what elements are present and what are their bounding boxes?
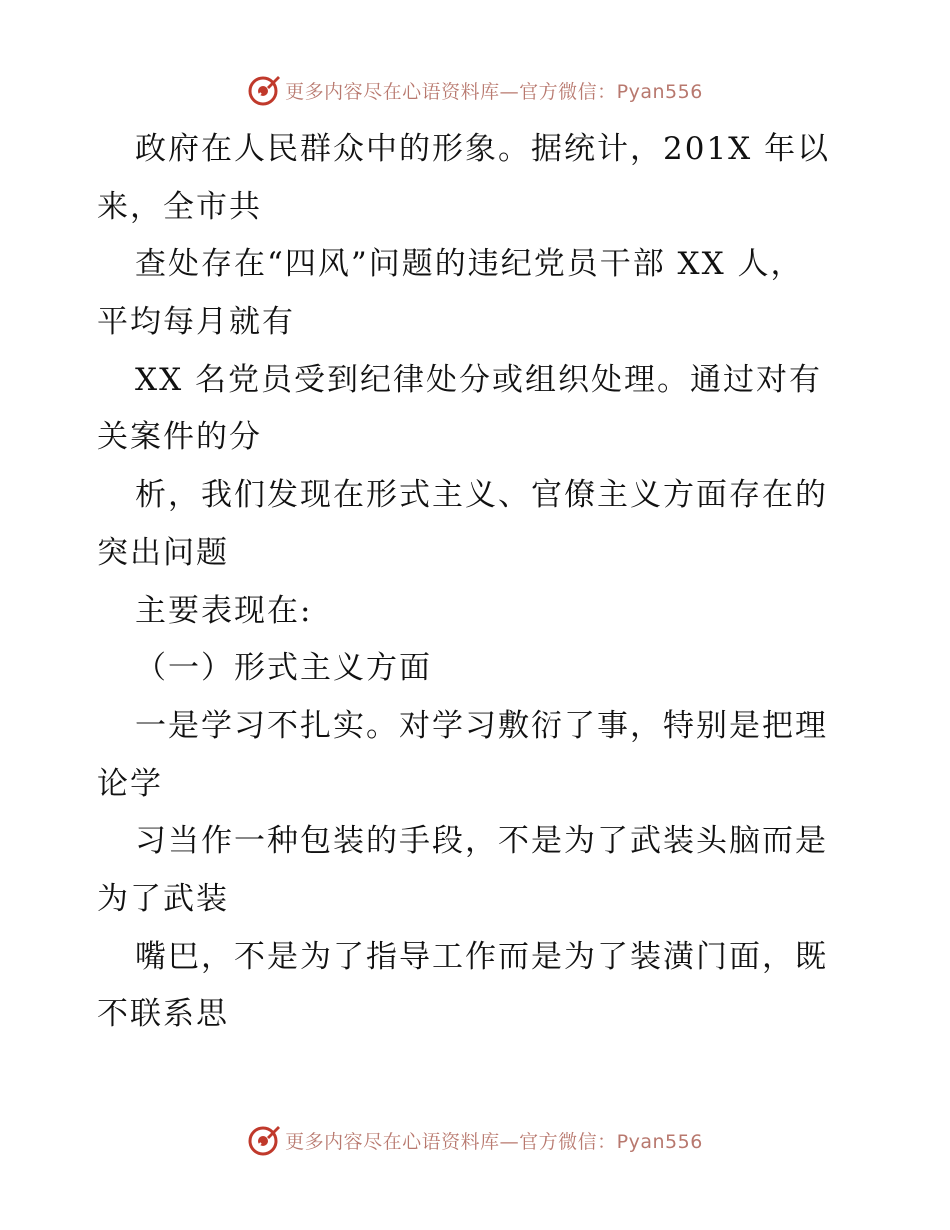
- footer-promo: [285, 1127, 703, 1154]
- body-line: 政府在人民群众中的形象。据统计，201X 年以: [135, 131, 831, 167]
- footer-promo-id: Pyan556: [616, 1130, 703, 1153]
- section-heading: （一）形式主义方面: [135, 650, 432, 687]
- footer-promo-text: 更多内容尽在心语资料库—官方微信：: [285, 1130, 617, 1153]
- body-line: 来，全市共: [97, 188, 262, 225]
- pen-nib-logo-icon: [247, 73, 281, 107]
- pen-nib-logo-icon: [247, 1123, 281, 1157]
- body-line: 突出问题: [97, 534, 229, 571]
- body-line: 关案件的分: [97, 419, 262, 456]
- body-line: 查处存在“四风”问题的违纪党员干部 XX 人，: [135, 246, 804, 283]
- document-body: [97, 121, 857, 1044]
- body-line: 为了武装: [97, 880, 229, 917]
- footer-watermark: [0, 1120, 950, 1160]
- body-line: XX 名党员受到纪律处分或组织处理。通过对有: [135, 361, 822, 398]
- body-line: 平均每月就有: [97, 304, 295, 341]
- body-line: 习当作一种包装的手段，不是为了武装头脑而是: [135, 823, 828, 860]
- body-line: 一是学习不扎实。对学习敷衍了事，特别是把理: [135, 707, 828, 744]
- header-promo: [285, 77, 703, 104]
- body-line: 主要表现在:: [135, 592, 313, 629]
- header-promo-text: 更多内容尽在心语资料库—官方微信：: [285, 80, 617, 103]
- body-line: 析，我们发现在形式主义、官僚主义方面存在的: [135, 477, 828, 514]
- body-line: 论学: [97, 765, 163, 802]
- header-watermark: [0, 70, 950, 110]
- body-line: 不联系思: [97, 996, 229, 1033]
- body-line: 嘴巴，不是为了指导工作而是为了装潢门面，既: [135, 938, 828, 975]
- header-promo-id: Pyan556: [616, 80, 703, 103]
